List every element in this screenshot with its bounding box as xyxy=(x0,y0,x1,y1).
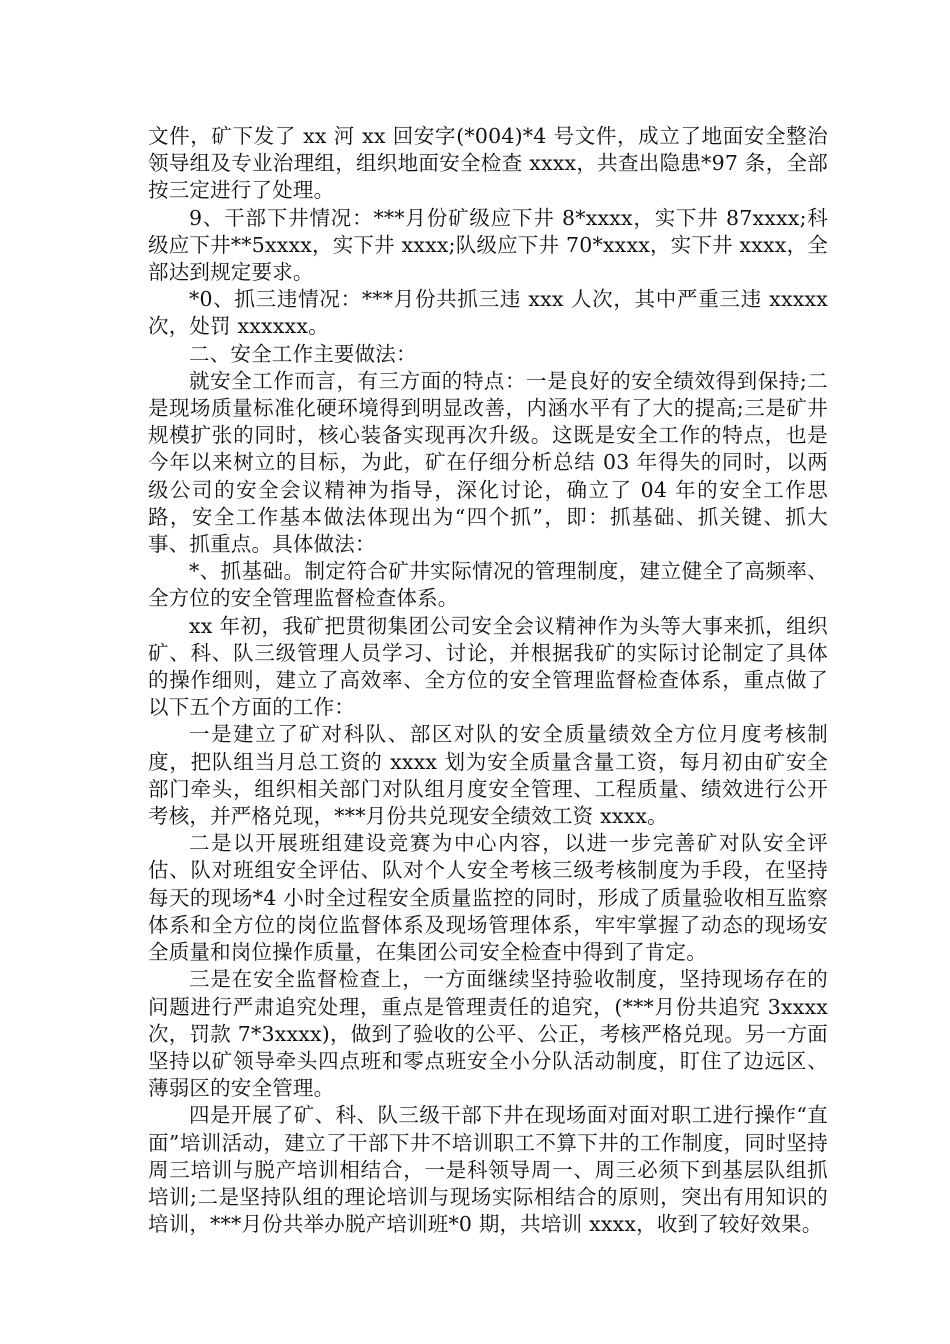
paragraph-three-violations: *0、抓三违情况：***月份共抓三违 xxx 人次，其中严重三违 xxxxx 次，处罚 xxxxxx。 xyxy=(148,287,828,339)
paragraph-grasp-basics: *、抓基础。制定符合矿井实际情况的管理制度，建立健全了高频率、全方位的安全管理监督检查体系。 xyxy=(148,559,828,611)
paragraph-item-two: 二是以开展班组建设竞赛为中心内容，以进一步完善矿对队安全评估、队对班组安全评估、队对个人安全考核三级考核制度为手段，在坚持每天的现场*4 小时全过程安全质量监控的同时，形成了质量验收相互监察体系和全方位的岗位监督体系及现场管理体系，牢牢掌握了动态的现场安全质量和岗位操作质量，在集团公司安全检查中得到了肯定。 xyxy=(148,831,828,965)
document-body xyxy=(148,123,828,1238)
paragraph-item-one: 一是建立了矿对科队、部区对队的安全质量绩效全方位月度考核制度，把队组当月总工资的 xxxx 划为安全质量含量工资，每月初由矿安全部门牵头，组织相关部门对队组月度安全管理、工程质量、绩效进行公开考核，并严格兑现，***月份共兑现安全绩效工资 xxxx。 xyxy=(148,722,828,829)
paragraph-item-four: 四是开展了矿、科、队三级干部下井在现场面对面对职工进行操作“直面”培训活动，建立了干部下井不培训职工不算下井的工作制度，同时坚持周三培训与脱产培训相结合，一是科领导周一、周三必须下到基层队组抓培训;二是坚持队组的理论培训与现场实际相结合的原则，突出有用知识的培训，***月份共举办脱产培训班*0 期，共培训 xxxx，收到了较好效果。 xyxy=(148,1103,828,1237)
section-heading-main-practices: 二、安全工作主要做法： xyxy=(189,341,417,366)
paragraph-safety-features: 就安全工作而言，有三方面的特点：一是良好的安全绩效得到保持;二是现场质量标准化硬环境得到明显改善，内涵水平有了大的提高;三是矿井规模扩张的同时，核心装备实现再次升级。这既是安全工作的特点，也是今年以来树立的目标，为此，矿在仔细分析总结 03 年得失的同时，以两级公司的安全会议精神为指导，深化讨论，确立了 04 年的安全工作思路，安全工作基本做法体现出为“四个抓”，即：抓基础、抓关键、抓大事、抓重点。具体做法： xyxy=(148,368,828,557)
paragraph-cadre-underground: 9、干部下井情况：***月份矿级应下井 8*xxxx，实下井 87xxxx;科级应下井**5xxxx，实下井 xxxx;队级应下井 70*xxxx，实下井 xxxx，全部达到规定要求。 xyxy=(148,205,828,285)
paragraph-year-start: xx 年初，我矿把贯彻集团公司安全会议精神作为头等大事来抓，组织矿、科、队三级管理人员学习、讨论，并根据我矿的实际讨论制定了具体的操作细则，建立了高效率、全方位的安全管理监督检查体系，重点做了以下五个方面的工作： xyxy=(148,613,828,720)
paragraph-continuation: 文件，矿下发了 xx 河 xx 回安字(*004)*4 号文件，成立了地面安全整治领导组及专业治理组，组织地面安全检查 xxxx，共查出隐患*97 条，全部按三定进行了处理。 xyxy=(148,124,828,203)
paragraph-item-three: 三是在安全监督检查上，一方面继续坚持验收制度，坚持现场存在的问题进行严肃追究处理，重点是管理责任的追究，(***月份共追究 3xxxx 次，罚款 7*3xxxx)，做到了验收的公平、公正，考核严格兑现。另一方面坚持以矿领导牵头四点班和零点班安全小分队活动制度，盯住了边远区、薄弱区的安全管理。 xyxy=(148,967,828,1101)
